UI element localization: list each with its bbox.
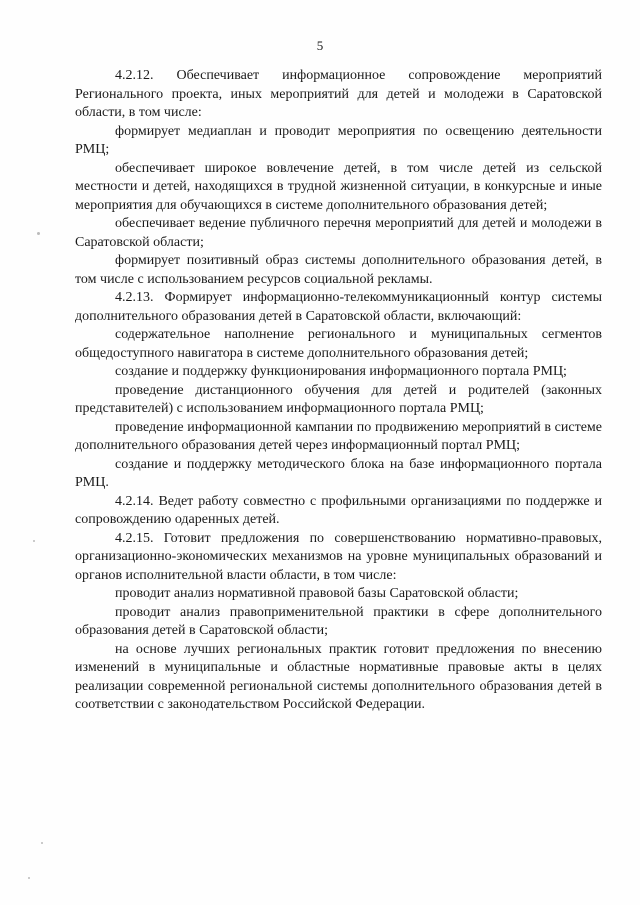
paragraph-4-2-14: 4.2.14. Ведет работу совместно с профильными организациями по поддержке и сопровождению одаренных детей.	[75, 493, 602, 527]
paragraph-methodical-block: создание и поддержку методического блока на базе информационного портала РМЦ.	[75, 456, 602, 490]
paragraph-positive-image: формирует позитивный образ системы дополнительного образования детей, в том числе с использованием ресурсов социальной рекламы.	[75, 253, 602, 287]
paragraph-portal: создание и поддержку функционирования информационного портала РМЦ;	[115, 364, 567, 379]
paragraph-proposals: на основе лучших региональных практик готовит предложения по внесению изменений в муниципальные и областные нормативные правовые акты в целях реализации современной региональной системы дополнительного образования детей в соответствии с законодательством Российской Федерации.	[75, 641, 602, 712]
scan-speck	[41, 842, 43, 844]
paragraph-4-2-12: 4.2.12. Обеспечивает информационное сопровождение мероприятий Регионального проекта, иных мероприятий для детей и молодежи в Саратовской области, в том числе:	[75, 68, 602, 120]
page-number: 5	[316, 38, 324, 53]
paragraph-public-list: обеспечивает ведение публичного перечня мероприятий для детей и молодежи в Саратовской области;	[75, 216, 602, 250]
paragraph-involvement: обеспечивает широкое вовлечение детей, в том числе детей из сельской местности и детей, находящихся в трудной жизненной ситуации, в конкурсные и иные мероприятия для обучающихся в системе дополнительного образования детей;	[75, 160, 602, 213]
paragraph-4-2-15: 4.2.15. Готовит предложения по совершенствованию нормативно-правовых, организационно-экономических механизмов на уровне муниципальных образований и органов исполнительной власти области, в том числе:	[75, 530, 602, 583]
paragraph-mediaplan: формирует медиаплан и проводит мероприятия по освещению деятельности РМЦ;	[75, 123, 602, 157]
paragraph-navigator: содержательное наполнение регионального и муниципальных сегментов общедоступного навигатора в системе дополнительного образования детей;	[75, 327, 602, 361]
document-body	[75, 67, 602, 715]
paragraph-practice-analysis: проводит анализ правоприменительной практики в сфере дополнительного образования детей в Саратовской области;	[75, 604, 602, 638]
paragraph-4-2-13: 4.2.13. Формирует информационно-телекоммуникационный контур системы дополнительного образования детей в Саратовской области, включающий:	[75, 290, 602, 324]
scan-speck	[33, 540, 35, 542]
scan-speck	[28, 877, 30, 879]
scan-speck	[37, 232, 40, 235]
paragraph-info-campaign: проведение информационной кампании по продвижению мероприятий в системе дополнительного образования детей через информационный портал РМЦ;	[75, 419, 602, 453]
paragraph-legal-base: проводит анализ нормативной правовой базы Саратовской области;	[115, 586, 519, 601]
paragraph-distance-learning: проведение дистанционного обучения для детей и родителей (законных представителей) с использованием информационного портала РМЦ;	[75, 382, 602, 416]
